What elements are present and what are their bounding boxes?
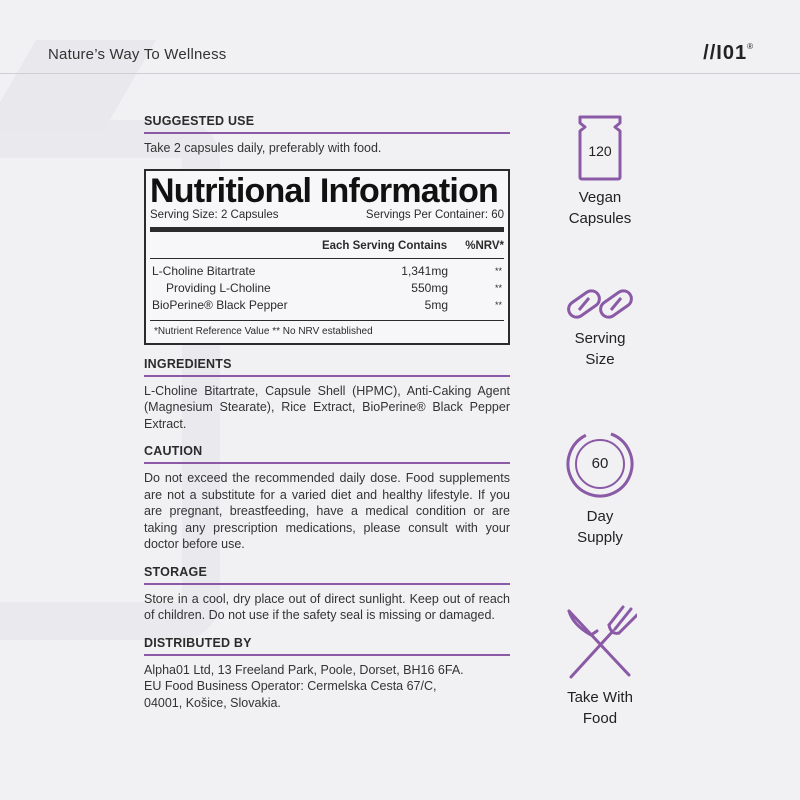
distributor-text: Alpha01 Ltd, 13 Freeland Park, Poole, Dorset, BH16 6FA. EU Food Business Operator: Cermelska Cesta 67/C, 04001, Košice, Slovakia. bbox=[144, 662, 464, 710]
suggested-use-section bbox=[144, 114, 510, 157]
capsule-count: 120 bbox=[588, 143, 612, 159]
capsules-icon bbox=[565, 284, 635, 324]
serving-info bbox=[150, 209, 504, 232]
nutrient-rows bbox=[150, 259, 504, 321]
knife-fork-icon bbox=[563, 605, 637, 681]
day-count: 60 bbox=[591, 455, 609, 472]
col-contains: Each Serving Contains bbox=[321, 239, 448, 252]
ingredients-text: L-Choline Bitartrate, Capsule Shell (HPMC), Anti-Caking Agent (Magnesium Stearate), Rice Extract, BioPerine® Black Pepper Extract. bbox=[144, 383, 510, 431]
nutrition-table bbox=[144, 169, 510, 345]
section-title: SUGGESTED USE bbox=[144, 114, 510, 134]
label-content bbox=[144, 114, 510, 711]
feature-day-supply: 60 Day Supply bbox=[540, 428, 660, 548]
feature-vegan-capsules: 120 Vegan Capsules bbox=[540, 115, 660, 229]
table-header bbox=[150, 232, 504, 259]
nutrition-title: Nutritional Information bbox=[150, 171, 499, 210]
storage-text: Store in a cool, dry place out of direct sunlight. Keep out of reach of children. Do not use if the safety seal is missing or damaged. bbox=[144, 591, 510, 622]
brand-logo: //Ι01® bbox=[703, 42, 754, 64]
storage-section bbox=[144, 565, 510, 624]
table-row: Providing L-Choline 550mg ** bbox=[166, 280, 502, 295]
caution-text: Do not exceed the recommended daily dose. Food supplements are not a substitute for a varied diet and healthy lifestyle. If you are pregnant, breastfeeding, have a medical condition or are taking any prescription medications, please consult with your doctor before use. bbox=[144, 471, 510, 551]
section-title: INGREDIENTS bbox=[144, 357, 510, 377]
suggested-use-text: Take 2 capsules daily, preferably with food. bbox=[144, 141, 382, 155]
table-row: L-Choline Bitartrate 1,341mg ** bbox=[152, 263, 502, 278]
pouch-icon bbox=[575, 115, 625, 181]
feature-serving-size: Serving Size bbox=[540, 284, 660, 370]
ingredients-section bbox=[144, 357, 510, 433]
section-title: DISTRIBUTED BY bbox=[144, 636, 510, 656]
serving-size: Serving Size: 2 Capsules bbox=[150, 208, 279, 221]
header bbox=[0, 0, 800, 74]
section-title: STORAGE bbox=[144, 565, 510, 585]
caution-section bbox=[144, 444, 510, 553]
distributed-section bbox=[144, 636, 510, 712]
col-nrv: %NRV* bbox=[465, 239, 504, 252]
nrv-footnote: *Nutrient Reference Value ** No NRV established bbox=[154, 325, 373, 337]
table-row: BioPerine® Black Pepper 5mg ** bbox=[152, 297, 502, 312]
servings-per-container: Servings Per Container: 60 bbox=[365, 208, 504, 221]
tagline: Nature’s Way To Wellness bbox=[48, 46, 227, 63]
section-title: CAUTION bbox=[144, 444, 510, 464]
clock-icon bbox=[564, 428, 636, 500]
feature-take-with-food: Take With Food bbox=[540, 605, 660, 729]
